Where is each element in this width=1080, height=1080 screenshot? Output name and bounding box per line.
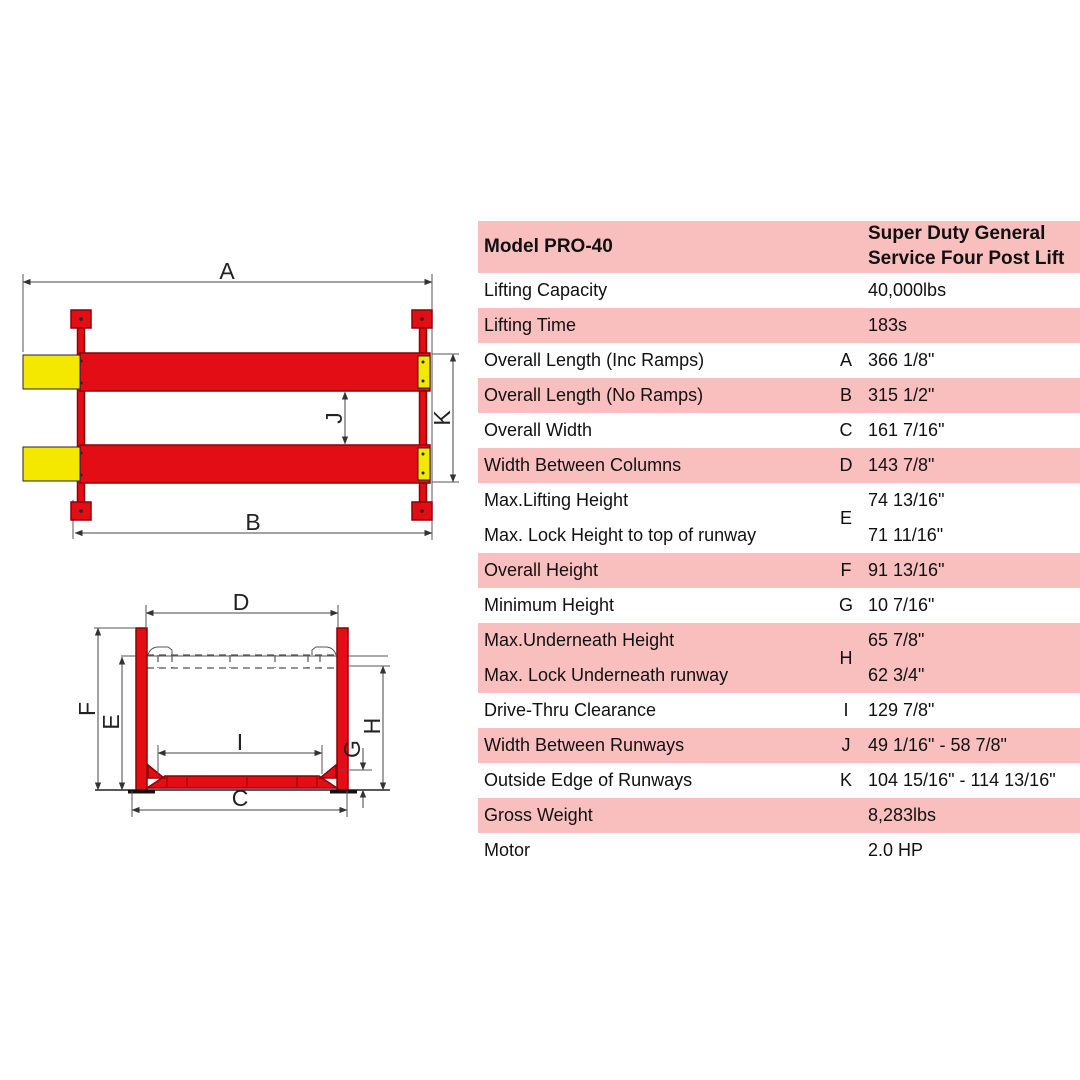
spec-letter: H (839, 648, 853, 668)
spec-letter: A (839, 350, 852, 370)
spec-row-lifting-time (478, 308, 1080, 343)
spec-letter: C (839, 420, 853, 440)
spec-label: Overall Length (No Ramps) (484, 385, 704, 405)
runway-top (80, 353, 430, 391)
spec-label: Width Between Runways (484, 735, 685, 755)
spec-row-overall-length-inc-ramps (478, 343, 1080, 378)
dim-label-k: K (429, 410, 455, 426)
spec-label: Minimum Height (484, 595, 615, 615)
spec-value: 65 7/8" (868, 630, 925, 650)
spec-label: Max.Underneath Height (484, 630, 675, 650)
spec-letter: B (839, 385, 852, 405)
lift-end-view-diagram (0, 560, 478, 860)
spec-row-overall-height (478, 553, 1080, 588)
spec-row-lifting-height (478, 483, 1080, 553)
spec-letter: E (839, 508, 852, 528)
spec-row-underneath-height (478, 623, 1080, 693)
dimension-h (348, 666, 390, 790)
spec-letter (830, 798, 862, 833)
product-name: Super Duty General Service Four Post Lift (868, 223, 1065, 269)
dim-label-d: D (232, 589, 250, 615)
dim-label-f: F (74, 701, 100, 717)
column-left (136, 628, 147, 790)
dim-label-e: E (98, 714, 124, 730)
spec-value: 8,283lbs (868, 805, 937, 825)
spec-row-drive-thru-clearance (478, 693, 1080, 728)
dim-label-g: G (339, 740, 365, 758)
spec-row-motor (478, 833, 1080, 868)
model-name: Model PRO-40 (484, 236, 613, 257)
dimension-e (98, 657, 124, 790)
dimension-i (158, 729, 322, 774)
spec-value: 74 13/16" (868, 490, 945, 510)
dim-label-i: I (236, 729, 244, 755)
spec-row-overall-width (478, 413, 1080, 448)
spec-label: Motor (484, 840, 531, 860)
spec-label: Lifting Capacity (484, 280, 608, 300)
dim-label-b: B (245, 509, 261, 535)
spec-value: 2.0 HP (868, 840, 924, 860)
dim-label-a: A (219, 258, 235, 284)
spec-table (478, 221, 1080, 868)
spec-letter: I (843, 700, 849, 720)
spec-row-width-between-columns (478, 448, 1080, 483)
raised-runway-dashed (147, 647, 337, 668)
spec-letter (830, 273, 862, 308)
spec-row-overall-length-no-ramps (478, 378, 1080, 413)
corner-posts (71, 310, 432, 520)
dim-label-h: H (359, 717, 385, 735)
spec-value: 143 7/8" (868, 455, 935, 475)
spec-row-outside-edge-of-runways (478, 763, 1080, 798)
dimension-d (146, 589, 338, 627)
spec-value: 315 1/2" (868, 385, 935, 405)
spec-table-header (478, 221, 1080, 273)
spec-row-lifting-capacity (478, 273, 1080, 308)
spec-value: 10 7/16" (868, 595, 935, 615)
spec-value: 183s (868, 315, 908, 335)
spec-letter: G (838, 595, 853, 615)
dim-label-j: J (321, 412, 347, 424)
spec-label: Max. Lock Height to top of runway (484, 525, 757, 545)
spec-label: Outside Edge of Runways (484, 770, 693, 790)
spec-letter (830, 833, 862, 868)
spec-row-width-between-runways (478, 728, 1080, 763)
spec-label: Width Between Columns (484, 455, 682, 475)
spec-value: 40,000lbs (868, 280, 947, 300)
cross-beams (78, 312, 427, 518)
column-right (337, 628, 348, 790)
spec-value: 104 15/16" - 114 13/16" (868, 770, 1056, 790)
spec-value: 91 13/16" (868, 560, 945, 580)
spec-value: 129 7/8" (868, 700, 935, 720)
spec-letter: F (840, 560, 852, 580)
lift-plan-view-diagram (0, 250, 478, 550)
spec-value: 49 1/16" - 58 7/8" (868, 735, 1007, 755)
spec-value: 62 3/4" (868, 665, 925, 685)
spec-letter: J (841, 735, 851, 755)
dim-label-c: C (231, 785, 249, 811)
runway-bottom (80, 445, 430, 483)
spec-label: Drive-Thru Clearance (484, 700, 657, 720)
spec-letter (830, 308, 862, 343)
spec-label: Gross Weight (484, 805, 593, 825)
spec-label: Overall Length (Inc Ramps) (484, 350, 705, 370)
spec-label: Overall Width (484, 420, 593, 440)
spec-label: Overall Height (484, 560, 599, 580)
spec-value: 71 11/16" (868, 525, 944, 545)
spec-value: 161 7/16" (868, 420, 945, 440)
spec-row-minimum-height (478, 588, 1080, 623)
spec-row-gross-weight (478, 798, 1080, 833)
spec-label: Max.Lifting Height (484, 490, 629, 510)
spec-letter: D (839, 455, 853, 475)
spec-label: Lifting Time (484, 315, 577, 335)
dimension-f (74, 628, 136, 790)
spec-value: 366 1/8" (868, 350, 935, 370)
spec-label: Max. Lock Underneath runway (484, 665, 729, 685)
spec-letter: K (839, 770, 852, 790)
